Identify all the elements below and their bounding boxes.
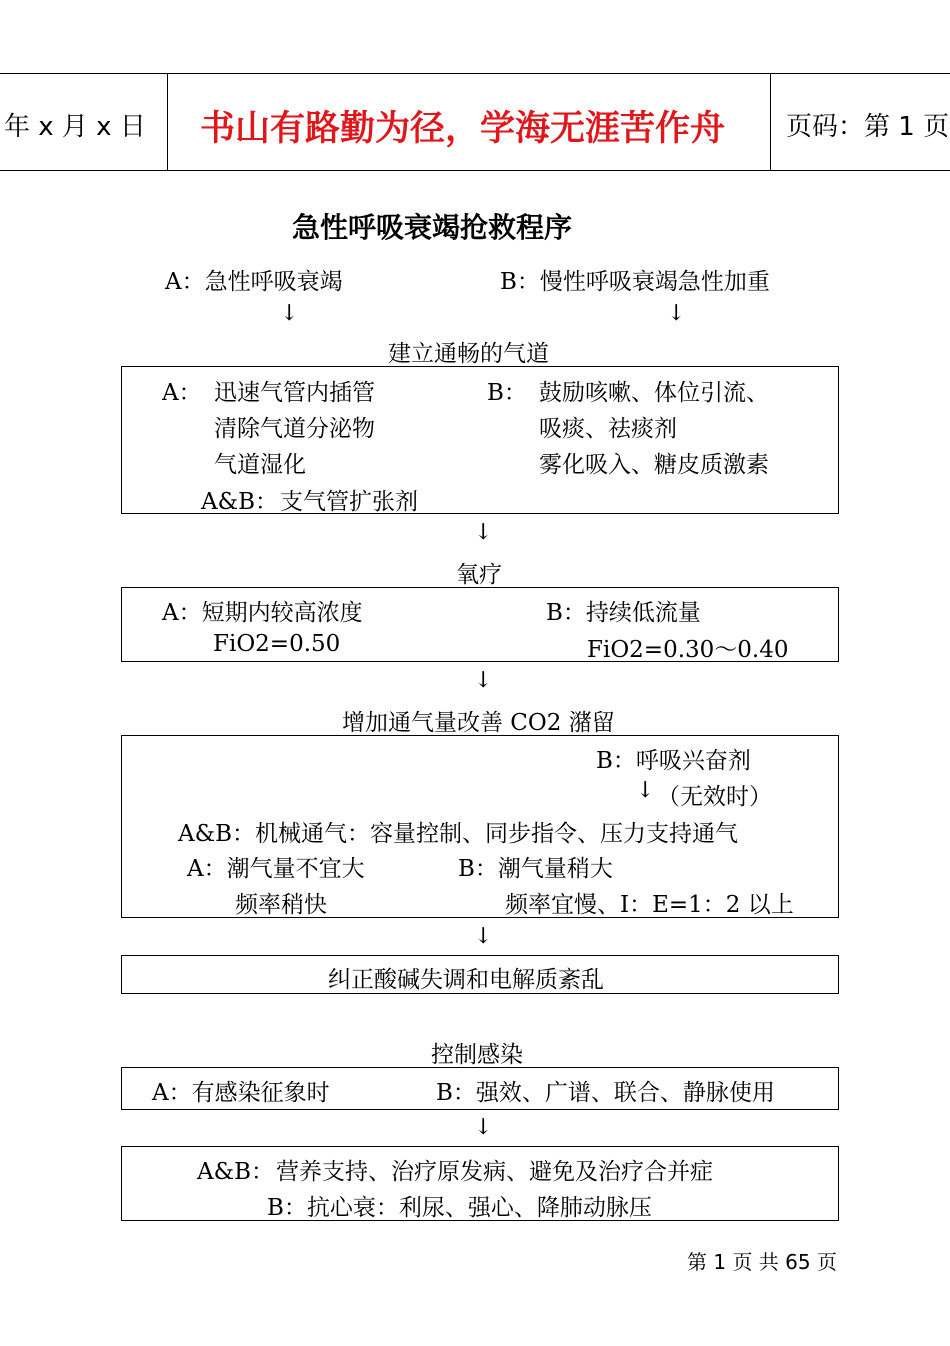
step6-b-line: B：抗心衰：利尿、强心、降肺动脉压 [267,1195,652,1221]
arrow-down-icon: ↓ [474,1115,493,1140]
header-page-number: 页码：第 1 页 [786,112,950,142]
step3-heading: 增加通气量改善 CO2 潴留 [342,710,615,736]
step5-heading: 控制感染 [431,1042,523,1068]
arrow-down-icon: ↓ [667,301,686,326]
step1-a-item: 气道湿化 [214,452,306,478]
step5-b-line: B：强效、广谱、联合、静脉使用 [436,1080,775,1106]
step1-b-item: 鼓励咳嗽、体位引流、 [539,380,769,406]
step3-b-line1: B：潮气量稍大 [458,856,613,882]
step1-heading: 建立通畅的气道 [388,341,549,367]
header-top-rule [0,73,950,74]
step1-a-item: 清除气道分泌物 [214,416,375,442]
step3-ab-line: A&B：机械通气：容量控制、同步指令、压力支持通气 [178,821,738,847]
step2-a-line1: A：短期内较高浓度 [162,600,363,626]
step1-b-item: 吸痰、祛痰剂 [539,416,677,442]
step1-a-prefix: A： [162,380,202,406]
page-title: 急性呼吸衰竭抢救程序 [292,211,573,244]
step2-b-line1: B：持续低流量 [546,600,701,626]
step4-text: 纠正酸碱失调和电解质紊乱 [328,967,604,993]
step3-b-line2: 频率宜慢、I：E=1：2 以上 [505,892,794,918]
header-bottom-rule [0,170,950,171]
step2-b-line2: FiO2=0.30～0.40 [587,637,789,663]
step6-ab-prefix: A&B： [197,1159,274,1185]
step1-ab-text: 支气管扩张剂 [280,489,418,515]
step6-ab-text: 营养支持、治疗原发病、避免及治疗合并症 [276,1159,713,1185]
header-divider-right [770,73,771,171]
branch-a-label: A：急性呼吸衰竭 [165,269,343,295]
page-footer: 第 1 页 共 65 页 [687,1250,837,1274]
header-motto: 书山有路勤为径，学海无涯苦作舟 [200,109,726,149]
header-divider-left [167,73,168,171]
branch-b-label: B：慢性呼吸衰竭急性加重 [500,269,770,295]
arrow-down-icon: ↓ [280,301,299,326]
step3-b-note: （无效时） [657,784,772,810]
step5-a-line: A：有感染征象时 [152,1080,330,1106]
step3-a-line2: 频率稍快 [235,892,327,918]
step2-heading: 氧疗 [456,562,502,588]
arrow-down-icon: ↓ [474,924,493,949]
arrow-down-icon: ↓ [636,778,655,803]
arrow-down-icon: ↓ [474,668,493,693]
arrow-down-icon: ↓ [474,520,493,545]
step1-a-item: 迅速气管内插管 [214,380,375,406]
step1-b-prefix: B： [487,380,527,406]
step3-b-line: B：呼吸兴奋剂 [596,748,751,774]
step3-a-line1: A：潮气量不宜大 [187,856,365,882]
step2-a-line2: FiO2=0.50 [213,631,341,657]
step1-ab-prefix: A&B： [201,489,278,515]
header-date: 年 x 月 x 日 [4,112,146,142]
step1-b-item: 雾化吸入、糖皮质激素 [539,452,769,478]
